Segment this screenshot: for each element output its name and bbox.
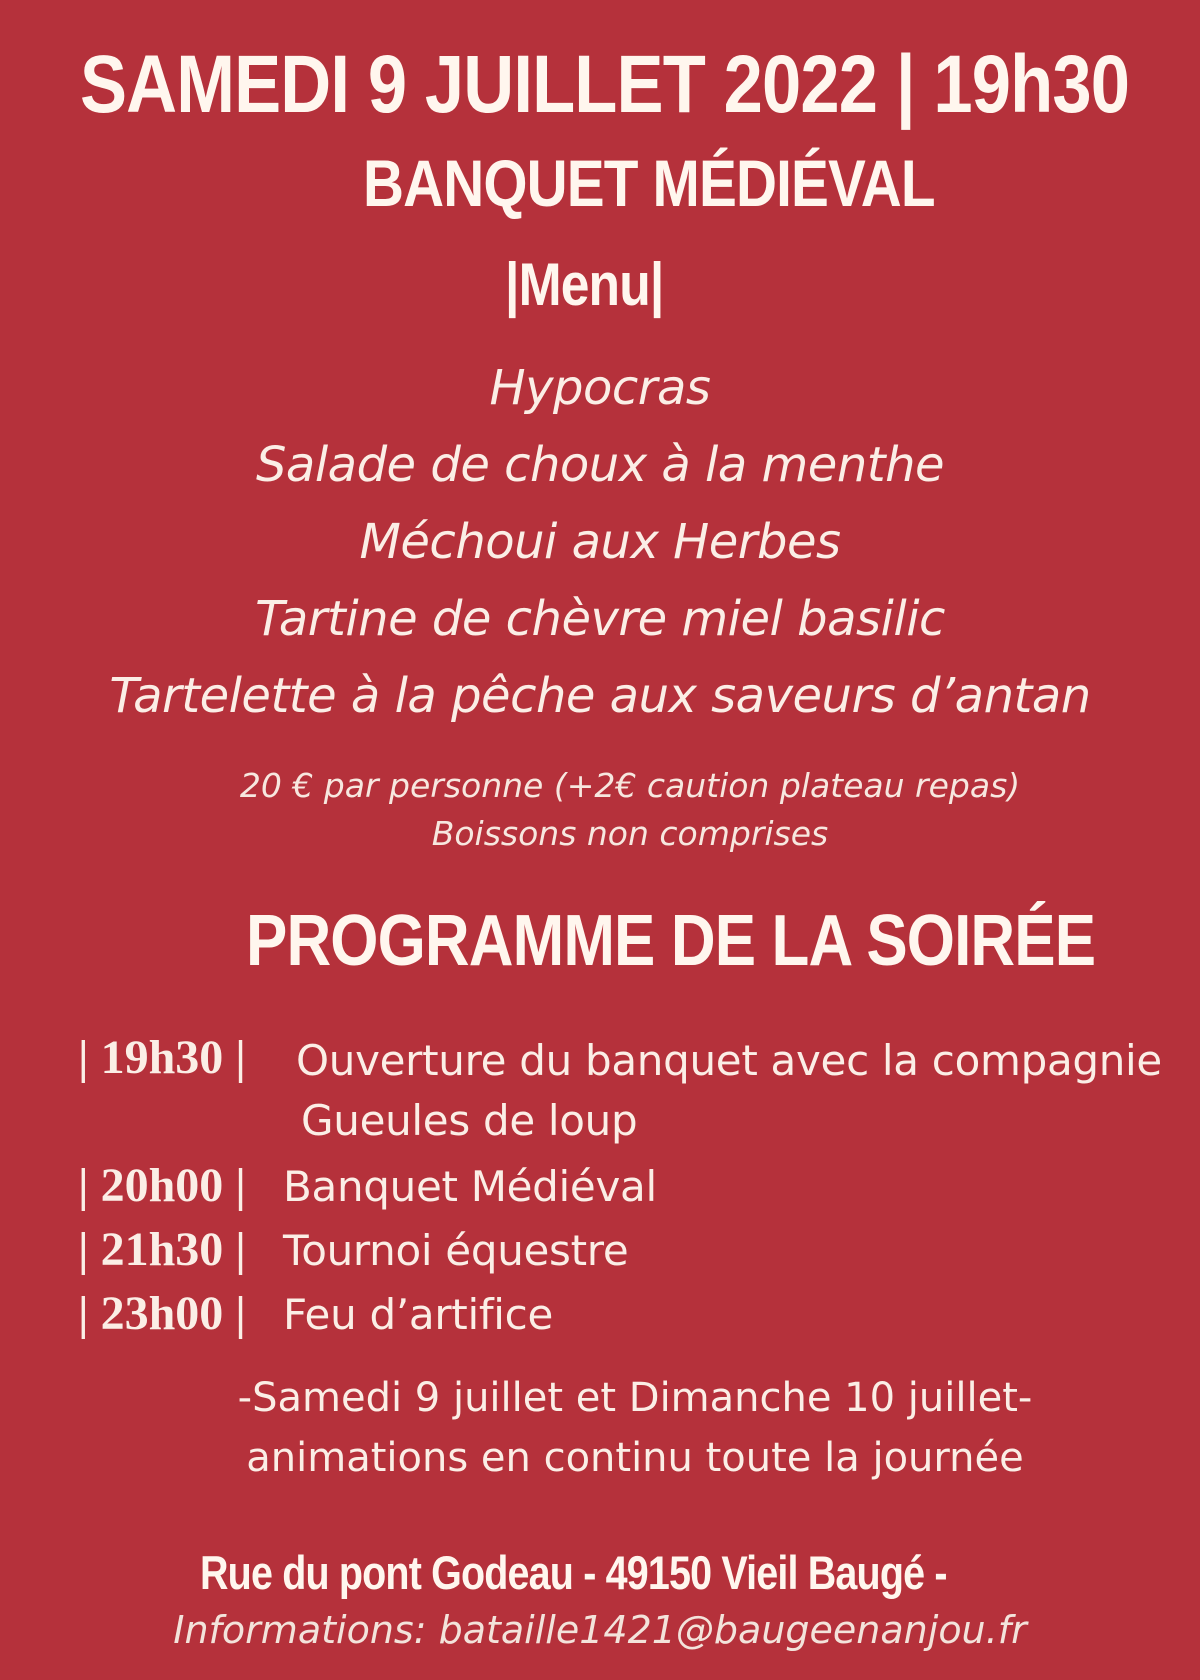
schedule-time: | 21h30 |: [78, 1223, 246, 1276]
schedule-time: | 20h00 |: [78, 1159, 246, 1212]
schedule-description: Feu d’artifice: [283, 1290, 554, 1339]
event-date-time: SAMEDI 9 JUILLET 2022 | 19h30: [80, 39, 1130, 130]
weekend-dates: -Samedi 9 juillet et Dimanche 10 juillet-: [237, 1375, 1033, 1421]
menu-list: [0, 350, 1200, 735]
drinks-note: Boissons non comprises: [431, 814, 829, 853]
contact-info: Informations: bataille1421@baugeenanjou.fr: [173, 1608, 1027, 1652]
schedule-description: Tournoi équestre: [283, 1226, 629, 1275]
schedule-row: [78, 1222, 628, 1277]
schedule-row: [78, 1158, 657, 1213]
schedule-row: [78, 1286, 553, 1341]
menu-heading: |Menu|: [505, 251, 664, 318]
weekend-activities: animations en continu toute la journée: [246, 1435, 1024, 1481]
schedule-description: Ouverture du banquet avec la compagnie: [296, 1036, 1162, 1085]
event-title: BANQUET MÉDIÉVAL: [363, 146, 935, 220]
programme-title: PROGRAMME DE LA SOIRÉE: [246, 901, 1096, 981]
menu-item: Salade de choux à la menthe: [255, 437, 945, 493]
schedule-time: | 23h00 |: [78, 1287, 246, 1340]
menu-item: Hypocras: [489, 360, 711, 416]
schedule-time: | 19h30 |: [78, 1031, 246, 1084]
price-info: [30, 762, 1200, 858]
schedule-description-continued: Gueules de loup: [301, 1096, 638, 1145]
event-address: Rue du pont Godeau - 49150 Vieil Baugé -: [200, 1546, 947, 1599]
schedule-row: [78, 1030, 1162, 1145]
menu-item: Méchoui aux Herbes: [359, 514, 841, 570]
schedule-description: Banquet Médiéval: [283, 1162, 657, 1211]
menu-item: Tartelette à la pêche aux saveurs d’antan: [109, 668, 1091, 724]
menu-item: Tartine de chèvre miel basilic: [255, 591, 945, 647]
weekend-info: [35, 1368, 1200, 1488]
price-text: 20 € par personne (+2€ caution plateau repas): [239, 766, 1021, 805]
